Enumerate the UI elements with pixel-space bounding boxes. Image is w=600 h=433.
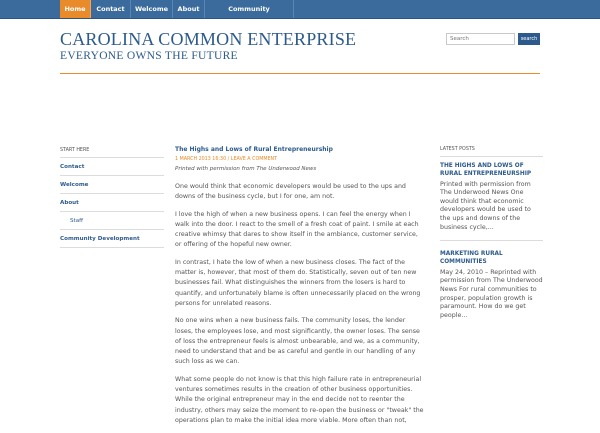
nav-item-community-development[interactable]: Community Development bbox=[205, 0, 294, 18]
top-navigation-bar bbox=[0, 0, 600, 31]
latest-post-excerpt: May 24, 2010 – Reprinted with permission from The Underwood News For rural communities to prosper, population growth is paramount. How do we get people... bbox=[440, 268, 543, 319]
nav-item-about[interactable]: About bbox=[173, 0, 205, 18]
right-sidebar bbox=[440, 147, 543, 337]
sidebar-item-staff[interactable]: Staff bbox=[60, 212, 164, 230]
latest-post-title[interactable]: MARKETING RURAL COMMUNITIES bbox=[440, 251, 503, 266]
post-paragraph: In contrast, I hate the low of when a new business closes. The fact of the matter is, however, that most of them do. Statistically, seven out of ten new businesses fail. What distinguishes the winners from the losers is hard to quantify, and unfortunately blame is often unnecessarily placed on the wrong persons for unrelated reasons. bbox=[175, 258, 421, 307]
latest-post-excerpt: Printed with permission from The Underwood News One would think that economic developers would be used to the ups and downs of the business cycle,... bbox=[440, 181, 543, 242]
main-content bbox=[175, 146, 425, 433]
sidebar-item-about[interactable]: About bbox=[60, 194, 164, 212]
post-paragraph: One would think that economic developers would be used to the ups and downs of the business cycle, but I for one, am not. bbox=[175, 183, 406, 201]
site-title[interactable]: CAROLINA COMMON ENTERPRISE bbox=[60, 29, 357, 49]
post-paragraph: I love the high of when a new business opens. I can feel the energy when I walk into the door. I react to the smell of a fresh coat of paint. I smile at each creative whimsy that dares to show itself in the ambiance, customer service, or offering of the hopeful new owner. bbox=[175, 210, 419, 249]
post-credit: Printed with permission from The Underwood News bbox=[175, 166, 317, 172]
search-button[interactable]: search bbox=[518, 33, 540, 45]
nav-item-welcome[interactable]: Welcome bbox=[131, 0, 173, 18]
search-input[interactable] bbox=[446, 33, 515, 45]
post-meta[interactable]: 1 MARCH 2013 16:30 / LEAVE A COMMENT bbox=[175, 157, 278, 162]
latest-post-title[interactable]: THE HIGHS AND LOWS OF RURAL ENTREPRENEURSHIP bbox=[440, 163, 532, 178]
sidebar-item-community-development[interactable]: Community Development bbox=[60, 230, 164, 248]
post-title[interactable]: The Highs and Lows of Rural Entrepreneurship bbox=[175, 146, 333, 153]
sidebar-item-welcome[interactable]: Welcome bbox=[60, 176, 164, 194]
sidebar-heading: START HERE bbox=[60, 148, 164, 158]
sidebar-item-contact[interactable]: Contact bbox=[60, 158, 164, 176]
site-tagline: EVERYONE OWNS THE FUTURE bbox=[60, 50, 238, 62]
nav-item-home[interactable]: Home bbox=[60, 0, 91, 18]
latest-posts-heading: LATEST POSTS bbox=[440, 147, 543, 157]
post-paragraph: What some people do not know is that this high failure rate in entrepreneurial ventures sometimes results in the creation of other business opportunities. While the original entrepreneur may in the end decide not to reenter the industry, others may seize the moment to re-open the business or "tweak" the operations plan to make the initial idea more viable. More often than not, bbox=[175, 375, 424, 424]
post-paragraph: No one wins when a new business fails. The community loses, the lender loses, the employees lose, and most significantly, the owner loses. The sense of loss the entrepreneur feels is almost unbearable, and we, as a community, need to understand that and be as careful and gentle in our handling of any such loss as we can. bbox=[175, 317, 420, 366]
left-sidebar bbox=[60, 148, 164, 248]
nav-item-contact[interactable]: Contact bbox=[91, 0, 131, 18]
header-divider bbox=[60, 73, 540, 74]
